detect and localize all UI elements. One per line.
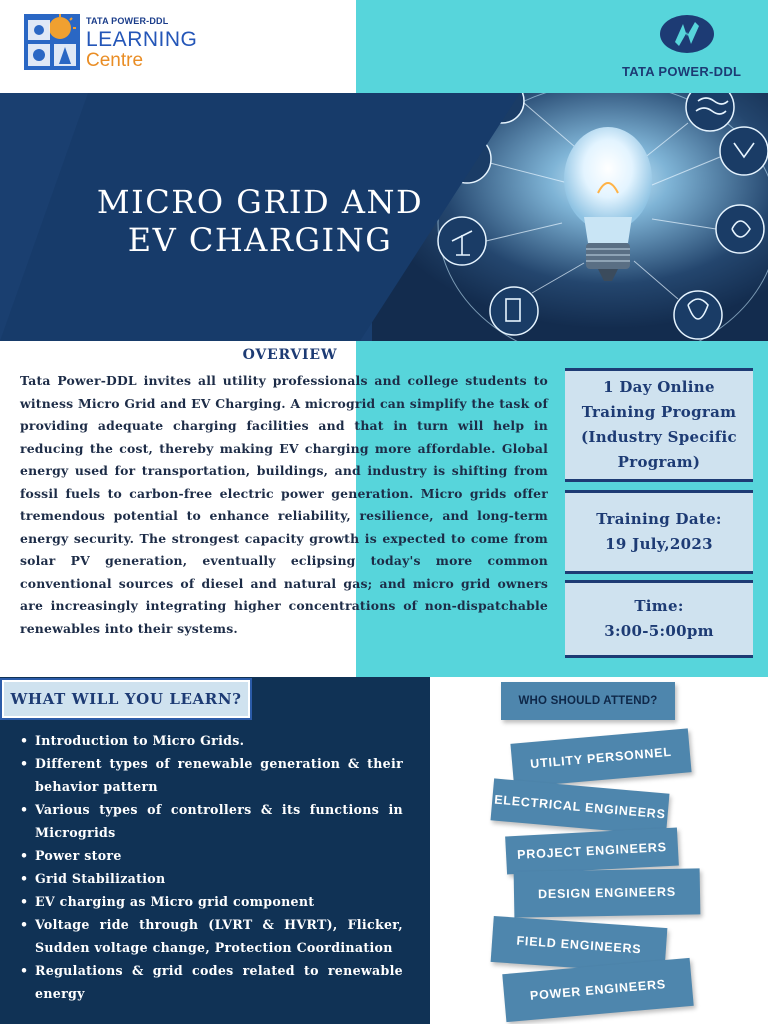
learn-heading: WHAT WILL YOU LEARN? xyxy=(2,680,250,718)
program-line-1: 1 Day Online xyxy=(603,378,715,396)
power-ddl-word: POWER-DDL xyxy=(658,64,742,79)
tata-power-ddl-logo xyxy=(612,12,752,82)
attendee-tag-utility-personnel: UTILITY PERSONNEL xyxy=(510,728,691,787)
logo-brand-text: TATA POWER-DDL xyxy=(86,16,169,26)
list-item: • Power store xyxy=(20,844,403,867)
attendee-tag-project-engineers: PROJECT ENGINEERS xyxy=(505,828,679,875)
training-date-box xyxy=(565,490,753,574)
learning-centre-emblem-icon xyxy=(24,14,80,70)
fuel-station-icon xyxy=(490,287,538,335)
program-line-2: Training Program xyxy=(581,403,737,421)
hero-title-line-1: MICRO GRID AND xyxy=(96,183,424,221)
list-item: • Various types of controllers & its functions in Microgrids xyxy=(20,798,403,844)
attendee-tag-field-engineers: FIELD ENGINEERS xyxy=(491,916,668,974)
list-item: • Different types of renewable generation & their behavior pattern xyxy=(20,752,403,798)
list-item: • Voltage ride through (LVRT & HVRT), Flicker, Sudden voltage change, Protection Coordination xyxy=(20,913,403,959)
overview-body: Tata Power-DDL invites all utility professionals and college students to witness Micro Grid and EV Charging. A microgrid can simplify the task of providing adequate charging facilities and that in turn will help in reducing the cost, thereby making EV charging more affordable. Global energy used for transportation, buildings, and industry is shifting from fossil fuels to carbon-free electric power generation. Micro grids offer tremendous potential to enhance reliability, resilience, and long-term energy security. The strongest capacity growth is expected to come from solar PV generation, eventually eclipsing today's more common conventional sources of diesel and natural gas; and micro grid owners are increasingly integrating higher concentrations of non-dispatchable renewables into their systems. xyxy=(20,373,548,636)
training-date-value: 19 July,2023 xyxy=(605,535,713,553)
hero-title-line-2: EV CHARGING xyxy=(127,221,393,259)
logo-centre-text: Centre xyxy=(86,50,144,71)
time-value: 3:00-5:00pm xyxy=(604,622,714,640)
leaf-icon xyxy=(716,205,764,253)
overview-heading: OVERVIEW xyxy=(242,347,338,363)
who-should-attend-heading: WHO SHOULD ATTEND? xyxy=(501,682,675,720)
learn-list xyxy=(20,729,403,1005)
program-line-4: Program) xyxy=(617,453,701,471)
tata-power-ddl-wordmark xyxy=(622,64,762,79)
time-box xyxy=(565,580,753,658)
tata-power-emblem-icon xyxy=(659,14,715,54)
program-type-box xyxy=(565,368,753,482)
time-label: Time: xyxy=(634,597,684,615)
recycle-icon xyxy=(720,127,768,175)
learning-centre-logo xyxy=(24,12,198,74)
attendee-tag-design-engineers: DESIGN ENGINEERS xyxy=(514,868,701,917)
lightbulb-icon xyxy=(564,127,652,231)
hero-title xyxy=(50,183,470,259)
attendee-tag-electrical-engineers: ELECTRICAL ENGINEERS xyxy=(491,778,670,835)
training-date-label: Training Date: xyxy=(596,510,722,528)
list-item: • Grid Stabilization xyxy=(20,867,403,890)
list-item: • Introduction to Micro Grids. xyxy=(20,729,403,752)
list-item: • EV charging as Micro grid component xyxy=(20,890,403,913)
program-line-3: (Industry Specific xyxy=(580,428,737,446)
list-item: • Regulations & grid codes related to renewable energy xyxy=(20,959,403,1005)
tata-word: TATA xyxy=(622,64,655,79)
logo-learning-text: LEARNING xyxy=(86,28,198,51)
attendee-tag-power-engineers: POWER ENGINEERS xyxy=(502,958,693,1022)
